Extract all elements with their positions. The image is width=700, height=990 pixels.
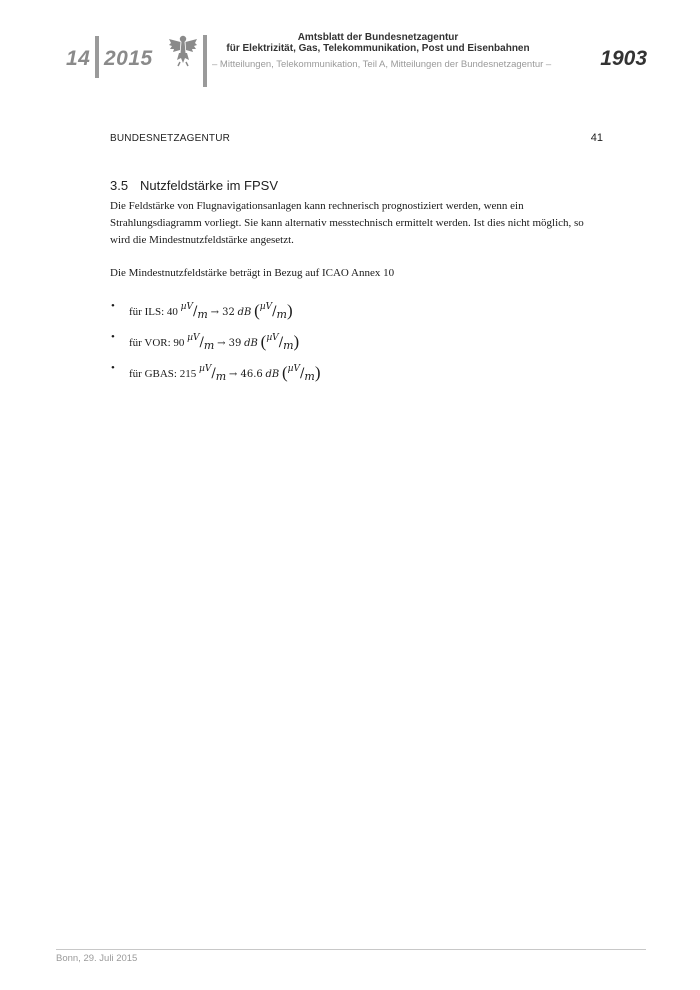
item-value: 90 <box>173 337 185 349</box>
unit-numerator: µV <box>187 333 200 343</box>
unit-denominator: m <box>203 339 215 352</box>
issue-year: 2015 <box>104 47 153 70</box>
footer-rule <box>56 949 646 950</box>
unit-numerator: µV <box>180 302 193 312</box>
item-value: 215 <box>179 368 197 380</box>
paragraph-intro: Die Feldstärke von Flugnavigationsanlagen kann rechnerisch prognostiziert werden, wenn ein Strahlungsdiagramm vorliegt. Sie kann alternativ messtechnisch ermittelt werden. Ist dies nicht möglich, so wird die Mindestnutzfeldstärke angesetzt. <box>110 200 584 246</box>
bullet-icon: • <box>111 362 115 374</box>
unit-denominator: m <box>197 308 208 321</box>
db-unit: dB <box>244 338 258 349</box>
item-label: für GBAS: <box>129 368 180 380</box>
item-label: für VOR: <box>129 337 174 349</box>
footer-date: Bonn, 29. Juli 2015 <box>56 953 138 964</box>
header-divider-main <box>203 35 207 87</box>
running-header-label: BUNDESNETZAGENTUR <box>110 133 231 144</box>
journal-subtitle: für Elektrizität, Gas, Telekommunikation, Post und Eisenbahnen <box>226 43 530 54</box>
item-value: 40 <box>166 306 178 318</box>
db-unit: dB <box>265 369 280 380</box>
unit-numerator: µV <box>198 364 212 374</box>
paragraph-annex: Die Mindestnutzfeldstärke beträgt in Bezug auf ICAO Annex 10 <box>110 267 395 279</box>
item-label: für ILS: <box>129 306 167 318</box>
db-unit: dB <box>237 307 252 318</box>
running-header-page: 41 <box>590 132 603 144</box>
journal-page-number: 1903 <box>600 47 647 70</box>
journal-title: Amtsblatt der Bundesnetzagentur <box>297 32 459 43</box>
db-value: 46.6 <box>240 369 263 380</box>
bullet-icon: • <box>111 331 115 343</box>
unit-denominator: m <box>215 370 227 383</box>
header-divider <box>95 36 99 78</box>
federal-eagle-icon <box>168 33 198 67</box>
issue-number: 14 <box>66 47 91 70</box>
bullet-icon: • <box>111 300 115 312</box>
section-heading <box>110 178 278 193</box>
db-value: 32 <box>222 307 235 318</box>
db-value: 39 <box>228 338 242 349</box>
section-title: Nutzfeldstärke im FPSV <box>140 178 278 193</box>
section-number: 3.5 <box>110 178 129 193</box>
journal-section-line: – Mitteilungen, Telekommunikation, Teil A, Mitteilungen der Bundesnetzagentur – <box>212 59 552 70</box>
